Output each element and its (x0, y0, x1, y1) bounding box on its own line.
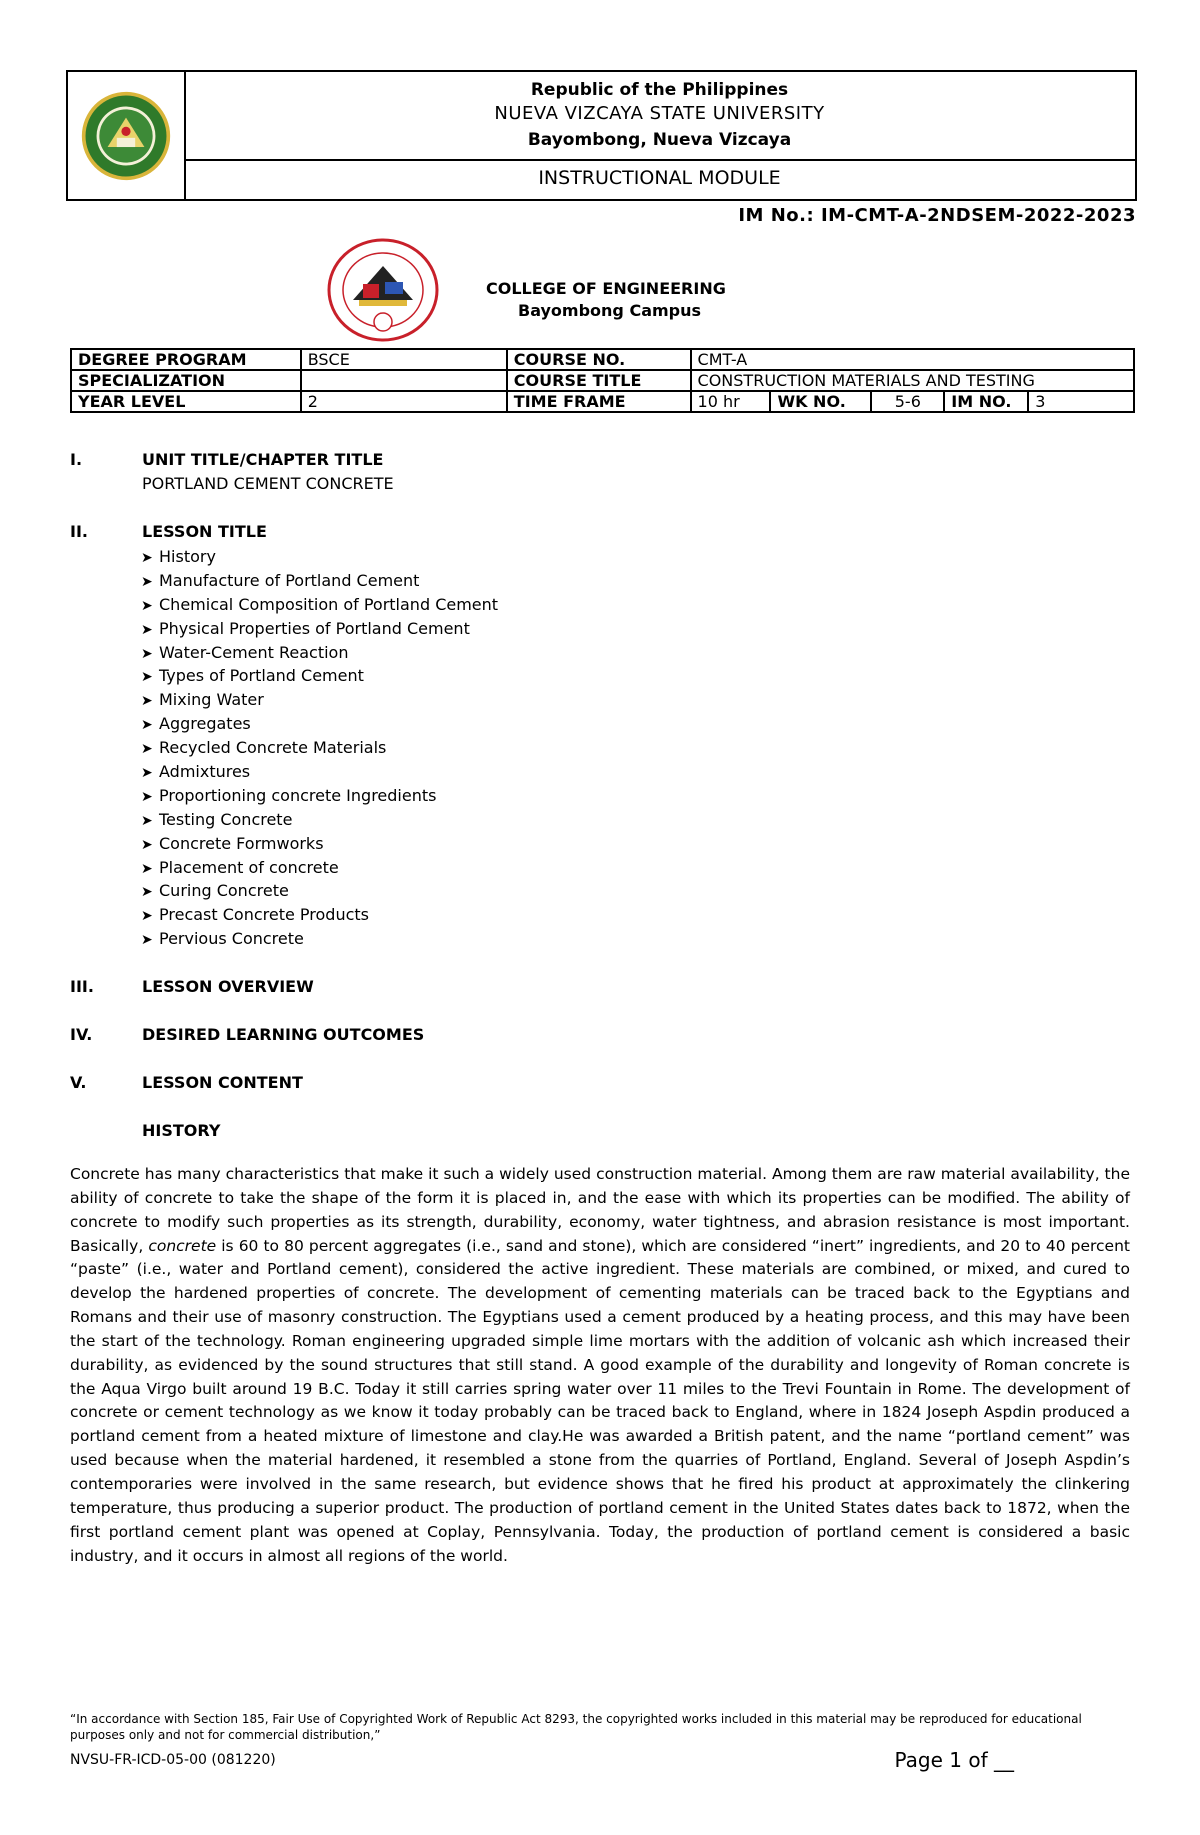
list-item: ➤ Proportioning concrete Ingredients (141, 784, 498, 808)
list-item: ➤ Testing Concrete (141, 808, 498, 832)
course-info-table (70, 348, 1135, 413)
time-frame-value: 10 hr (691, 391, 771, 412)
im-number: IM No.: IM-CMT-A-2NDSEM-2022-2023 (738, 205, 1136, 226)
arrow-bullet-icon: ➤ (141, 621, 153, 638)
year-level-value: 2 (301, 391, 507, 412)
course-title-value: CONSTRUCTION MATERIALS AND TESTING (691, 370, 1134, 391)
list-item: ➤ Recycled Concrete Materials (141, 736, 498, 760)
section-number: IV. (70, 1025, 93, 1044)
list-item: ➤ Placement of concrete (141, 856, 498, 880)
nvsu-seal-icon (80, 90, 172, 182)
university-name: NUEVA VIZCAYA STATE UNIVERSITY (494, 103, 825, 124)
section-number: III. (70, 977, 94, 996)
arrow-bullet-icon: ➤ (141, 573, 153, 590)
university-location: Bayombong, Nueva Vizcaya (527, 130, 792, 150)
degree-program-label: DEGREE PROGRAM (71, 349, 301, 370)
list-item: ➤ Curing Concrete (141, 879, 498, 903)
unit-title-text: PORTLAND CEMENT CONCRETE (142, 474, 394, 493)
im-no-value: 3 (1028, 391, 1134, 412)
arrow-bullet-icon: ➤ (141, 788, 153, 805)
list-item: ➤ Admixtures (141, 760, 498, 784)
arrow-bullet-icon: ➤ (141, 860, 153, 877)
table-row (71, 391, 1134, 412)
specialization-label: SPECIALIZATION (71, 370, 301, 391)
arrow-bullet-icon: ➤ (141, 812, 153, 829)
coe-seal-icon (327, 238, 439, 343)
history-heading: HISTORY (142, 1121, 221, 1140)
arrow-bullet-icon: ➤ (141, 908, 153, 925)
arrow-bullet-icon: ➤ (141, 836, 153, 853)
list-item: ➤ Chemical Composition of Portland Cement (141, 593, 498, 617)
course-no-label: COURSE NO. (507, 349, 691, 370)
university-heading (184, 72, 1135, 155)
college-campus: Bayombong Campus (518, 301, 702, 320)
list-item: ➤ Concrete Formworks (141, 832, 498, 856)
course-no-value: CMT-A (691, 349, 1134, 370)
table-row (71, 370, 1134, 391)
section-title: LESSON OVERVIEW (142, 977, 314, 996)
header-box (66, 70, 1137, 201)
college-heading (486, 278, 726, 322)
list-item: ➤ Precast Concrete Products (141, 903, 498, 927)
list-item: ➤ Aggregates (141, 712, 498, 736)
page-number: Page 1 of __ (894, 1748, 1014, 1772)
college-name: COLLEGE OF ENGINEERING (486, 279, 726, 298)
module-title: INSTRUCTIONAL MODULE (184, 159, 1135, 201)
copyright-note: “In accordance with Section 185, Fair Use of Copyrighted Work of Republic Act 8293, the copyrighted works included in this material may be reproduced for educational purposes only and not for commercial distribution,” (70, 1712, 1082, 1742)
wk-no-label: WK NO. (770, 391, 871, 412)
arrow-bullet-icon: ➤ (141, 669, 153, 686)
arrow-bullet-icon: ➤ (141, 693, 153, 710)
arrow-bullet-icon: ➤ (141, 741, 153, 758)
arrow-bullet-icon: ➤ (141, 717, 153, 734)
arrow-bullet-icon: ➤ (141, 765, 153, 782)
wk-no-value: 5-6 (871, 391, 944, 412)
lesson-title-list (141, 545, 498, 951)
table-row (71, 349, 1134, 370)
specialization-value (301, 370, 507, 391)
arrow-bullet-icon: ➤ (141, 932, 153, 949)
section-title: LESSON TITLE (142, 522, 267, 541)
section-title: UNIT TITLE/CHAPTER TITLE (142, 450, 384, 469)
arrow-bullet-icon: ➤ (141, 550, 153, 566)
list-item: ➤ History (141, 545, 498, 569)
list-item: ➤ Mixing Water (141, 688, 498, 712)
time-frame-label: TIME FRAME (507, 391, 691, 412)
history-paragraph: Concrete has many characteristics that make it such a widely used construction material. Among them are raw material availability, the ability of concrete to take the shape of the form it is placed in, and the ease with which its properties can be modified. The ability of concrete to modify such properties as its strength, durability, economy, water tightness, and abrasion resistance is most important. Basically, concrete is 60 to 80 percent aggregates (i.e., sand and stone), which are considered “inert” ingredients, and 20 to 40 percent “paste” (i.e., water and Portland cement), considered the active ingredient. These materials are combined, or mixed, and cured to develop the hardened properties of concrete. The development of cementing materials can be traced back to the Egyptians and Romans and their use of masonry construction. The Egyptians used a cement produced by a heating process, and this may have been the start of the technology. Roman engineering upgraded simple lime mortars with the addition of volcanic ash which increased their durability, as evidenced by the sound structures that still stand. A good example of the durability and longevity of Roman concrete is the Aqua Virgo built around 19 B.C. Today it still carries spring water over 11 miles to the Trevi Fountain in Rome. The development of concrete or cement technology as we know it today probably can be traced back to England, where in 1824 Joseph Aspdin produced a portland cement from a heated mixture of limestone and clay.He was awarded a British patent, and the name “portland cement” was used because when the material hardened, it resembled a stone from the quarries of Portland, England. Several of Joseph Aspdin’s contemporaries were involved in the same research, but evidence shows that he fired his product at approximately the clinkering temperature, thus producing a superior product. The production of portland cement in the United States dates back to 1872, when the first portland cement plant was opened at Coplay, Pennsylvania. Today, the production of portland cement is considered a basic industry, and it occurs in almost all regions of the world. (70, 1165, 1130, 1565)
im-no-label: IM NO. (944, 391, 1028, 412)
list-item: ➤ Manufacture of Portland Cement (141, 569, 498, 593)
course-title-label: COURSE TITLE (507, 370, 691, 391)
section-title: DESIRED LEARNING OUTCOMES (142, 1025, 425, 1044)
college-logo (327, 238, 439, 347)
section-number: I. (70, 450, 83, 469)
list-item: ➤ Water-Cement Reaction (141, 641, 498, 665)
form-code: NVSU-FR-ICD-05-00 (081220) (70, 1752, 276, 1768)
list-item: ➤ Types of Portland Cement (141, 664, 498, 688)
section-number: V. (70, 1073, 87, 1092)
arrow-bullet-icon: ➤ (141, 597, 153, 614)
nvsu-logo-cell (68, 72, 186, 199)
section-title: LESSON CONTENT (142, 1073, 303, 1092)
list-item: ➤ Pervious Concrete (141, 927, 498, 951)
degree-program-value: BSCE (301, 349, 507, 370)
section-number: II. (70, 522, 88, 541)
arrow-bullet-icon: ➤ (141, 884, 153, 901)
year-level-label: YEAR LEVEL (71, 391, 301, 412)
list-item: ➤ Physical Properties of Portland Cement (141, 617, 498, 641)
republic-text: Republic of the Philippines (530, 80, 789, 100)
arrow-bullet-icon: ➤ (141, 645, 153, 662)
